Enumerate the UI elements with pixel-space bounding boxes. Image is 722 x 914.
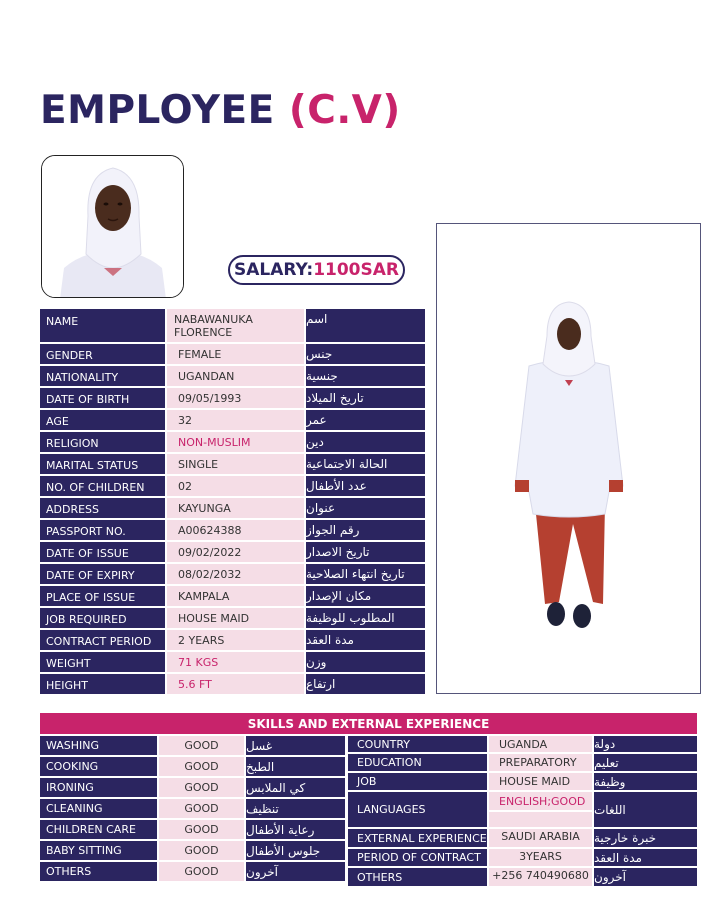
exp-value: HOUSE MAID [487, 773, 594, 790]
exp-arabic: خبرة خارجية [594, 829, 697, 847]
row-arabic: ارتفاع [306, 674, 425, 694]
row-arabic: وزن [306, 652, 425, 672]
table-row [40, 520, 425, 542]
skill-label: OTHERS [40, 862, 157, 881]
skill-value: GOOD [157, 862, 246, 881]
exp-value-empty [489, 812, 592, 827]
row-arabic: جنسية [306, 366, 425, 386]
skill-arabic: تنظيف [246, 799, 345, 818]
salary-badge [228, 255, 405, 285]
exp-arabic: دولة [594, 736, 697, 752]
row-value: SINGLE [165, 454, 306, 474]
headshot-photo [41, 155, 184, 298]
row-value: UGANDAN [165, 366, 306, 386]
skill-arabic: غسل [246, 736, 345, 755]
table-row [40, 757, 345, 778]
row-arabic: دين [306, 432, 425, 452]
skill-value: GOOD [157, 757, 246, 776]
table-row [348, 868, 697, 888]
row-value: FEMALE [165, 344, 306, 364]
row-label: NO. OF CHILDREN [40, 476, 165, 496]
skill-label: COOKING [40, 757, 157, 776]
skill-arabic: رعاية الأطفال [246, 820, 345, 839]
row-label: JOB REQUIRED [40, 608, 165, 628]
skills-table [40, 736, 345, 883]
row-arabic: مدة العقد [306, 630, 425, 650]
table-row [40, 608, 425, 630]
row-label: PLACE OF ISSUE [40, 586, 165, 606]
exp-label: LANGUAGES [348, 792, 487, 827]
skill-value: GOOD [157, 841, 246, 860]
exp-label: EDUCATION [348, 754, 487, 771]
row-arabic: مكان الإصدار [306, 586, 425, 606]
row-label: NAME [40, 309, 165, 342]
table-row [40, 736, 345, 757]
table-row [40, 674, 425, 696]
row-label: WEIGHT [40, 652, 165, 672]
table-row [40, 432, 425, 454]
skill-value: GOOD [157, 820, 246, 839]
row-label: CONTRACT PERIOD [40, 630, 165, 650]
exp-value: UGANDA [487, 736, 594, 752]
exp-arabic: آخرون [594, 868, 697, 886]
exp-label: COUNTRY [348, 736, 487, 752]
table-row [40, 820, 345, 841]
exp-value-cell [487, 792, 594, 827]
row-label: NATIONALITY [40, 366, 165, 386]
row-value: 02 [165, 476, 306, 496]
exp-value: 3YEARS [487, 849, 594, 866]
row-label: HEIGHT [40, 674, 165, 694]
skill-value: GOOD [157, 799, 246, 818]
exp-label: JOB [348, 773, 487, 790]
exp-label: PERIOD OF CONTRACT [348, 849, 487, 866]
row-value: NABAWANUKA FLORENCE [165, 309, 306, 342]
experience-table [348, 736, 697, 888]
row-value: NON-MUSLIM [165, 432, 306, 452]
salary-label: SALARY: [234, 260, 314, 280]
title-accent: (C.V) [288, 88, 401, 133]
row-value: KAYUNGA [165, 498, 306, 518]
row-arabic: تاريخ الميلاد [306, 388, 425, 408]
row-value: 5.6 FT [165, 674, 306, 694]
row-arabic: جنس [306, 344, 425, 364]
row-value: A00624388 [165, 520, 306, 540]
exp-value: SAUDI ARABIA [487, 829, 594, 847]
skill-label: WASHING [40, 736, 157, 755]
skill-arabic: جلوس الأطفال [246, 841, 345, 860]
row-value: 09/02/2022 [165, 542, 306, 562]
table-row [40, 778, 345, 799]
table-row [348, 792, 697, 829]
row-label: ADDRESS [40, 498, 165, 518]
skill-arabic: الطبخ [246, 757, 345, 776]
person-headshot-icon [42, 156, 184, 298]
table-row [40, 586, 425, 608]
exp-arabic: وظيفة [594, 773, 697, 790]
exp-value: +256 740490680 [487, 868, 594, 886]
row-label: RELIGION [40, 432, 165, 452]
table-row [40, 862, 345, 883]
row-arabic: عمر [306, 410, 425, 430]
row-label: GENDER [40, 344, 165, 364]
table-row [40, 498, 425, 520]
table-row [348, 754, 697, 773]
exp-arabic: اللغات [594, 792, 697, 827]
skill-value: GOOD [157, 778, 246, 797]
row-arabic: تاريخ انتهاء الصلاحية [306, 564, 425, 584]
table-row [348, 829, 697, 849]
table-row [40, 476, 425, 498]
skill-label: IRONING [40, 778, 157, 797]
row-arabic: المطلوب للوظيفة [306, 608, 425, 628]
table-row [348, 736, 697, 754]
exp-label: EXTERNAL EXPERIENCE [348, 829, 487, 847]
row-value: 08/02/2032 [165, 564, 306, 584]
salary-value: 1100SAR [313, 260, 399, 280]
row-arabic: عنوان [306, 498, 425, 518]
row-value: 09/05/1993 [165, 388, 306, 408]
table-row [40, 652, 425, 674]
row-value: 71 KGS [165, 652, 306, 672]
row-arabic: تاريخ الاصدار [306, 542, 425, 562]
exp-arabic: تعليم [594, 754, 697, 771]
title-main: EMPLOYEE [40, 88, 275, 133]
row-label: MARITAL STATUS [40, 454, 165, 474]
row-arabic: رقم الجواز [306, 520, 425, 540]
row-label: PASSPORT NO. [40, 520, 165, 540]
skill-label: CHILDREN CARE [40, 820, 157, 839]
personal-info-table [40, 309, 425, 696]
exp-label: OTHERS [348, 868, 487, 886]
skills-section-header: SKILLS AND EXTERNAL EXPERIENCE [40, 713, 697, 734]
skill-arabic: كي الملابس [246, 778, 345, 797]
table-row [40, 564, 425, 586]
row-label: AGE [40, 410, 165, 430]
table-row [40, 542, 425, 564]
table-row [348, 849, 697, 868]
skill-label: BABY SITTING [40, 841, 157, 860]
exp-arabic: مدة العقد [594, 849, 697, 866]
table-row [40, 410, 425, 432]
row-value: KAMPALA [165, 586, 306, 606]
table-row [40, 799, 345, 820]
table-row [40, 366, 425, 388]
row-label: DATE OF ISSUE [40, 542, 165, 562]
table-row [40, 454, 425, 476]
full-body-photo [436, 223, 701, 694]
table-row [40, 388, 425, 410]
row-arabic: اسم [306, 309, 425, 342]
skill-label: CLEANING [40, 799, 157, 818]
page-title [40, 88, 401, 133]
skill-value: GOOD [157, 736, 246, 755]
row-value: 32 [165, 410, 306, 430]
exp-value: PREPARATORY [487, 754, 594, 771]
row-label: DATE OF EXPIRY [40, 564, 165, 584]
exp-value: ENGLISH;GOOD [489, 792, 592, 812]
row-arabic: الحالة الاجتماعية [306, 454, 425, 474]
table-row [40, 841, 345, 862]
row-label: DATE OF BIRTH [40, 388, 165, 408]
person-full-body-icon [437, 224, 701, 694]
table-row [40, 309, 425, 344]
table-row [40, 344, 425, 366]
row-value: HOUSE MAID [165, 608, 306, 628]
row-value: 2 YEARS [165, 630, 306, 650]
row-arabic: عدد الأطفال [306, 476, 425, 496]
table-row [348, 773, 697, 792]
table-row [40, 630, 425, 652]
skill-arabic: آخرون [246, 862, 345, 881]
